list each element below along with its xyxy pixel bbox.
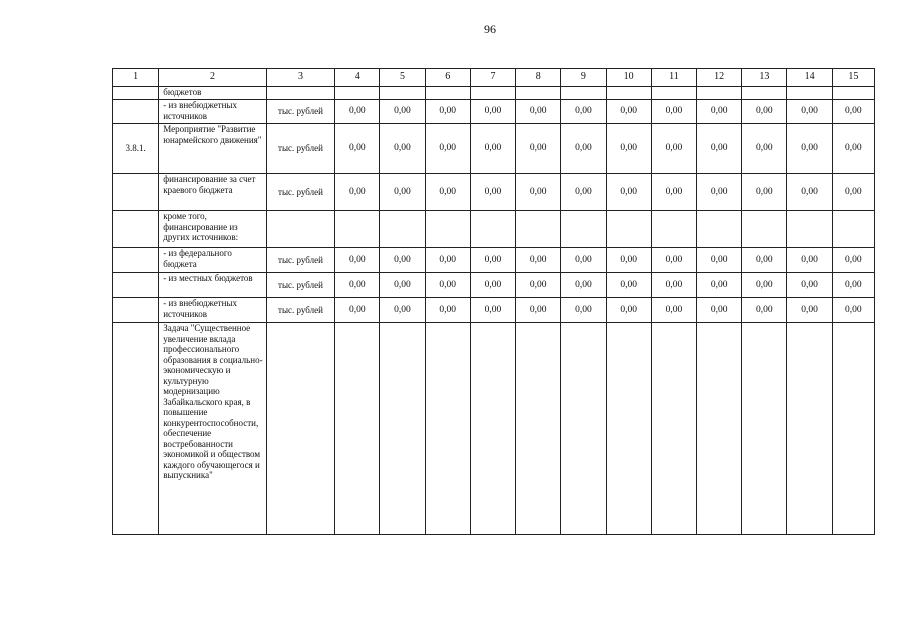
- value-cell: 0,00: [787, 174, 832, 211]
- row-description: Задача "Существенное увеличение вклада профессионального образования в социально-экономическую и культурную модернизацию Забайкальского края, в повышение конкурентоспособности, обеспечение востребованности экономикой и обществом каждого обучающегося и выпускника": [159, 323, 267, 535]
- value-cell: 0,00: [787, 100, 832, 124]
- column-header-6: 6: [425, 69, 470, 87]
- value-cell: 0,00: [516, 100, 561, 124]
- value-cell: [742, 211, 787, 248]
- value-cell: 0,00: [470, 273, 515, 298]
- value-cell: 0,00: [516, 174, 561, 211]
- value-cell: 0,00: [832, 298, 874, 323]
- table-row: [113, 100, 875, 124]
- value-cell: 0,00: [380, 100, 425, 124]
- value-cell: [561, 211, 606, 248]
- value-cell: 0,00: [425, 298, 470, 323]
- value-cell: 0,00: [651, 124, 696, 174]
- value-cell: 0,00: [425, 273, 470, 298]
- row-description: - из внебюджетных источников: [159, 100, 267, 124]
- value-cell: 0,00: [561, 298, 606, 323]
- value-cell: 0,00: [516, 248, 561, 273]
- table-row: [113, 248, 875, 273]
- table-row: [113, 87, 875, 100]
- column-header-15: 15: [832, 69, 874, 87]
- value-cell: 0,00: [832, 248, 874, 273]
- value-cell: [787, 211, 832, 248]
- value-cell: 0,00: [425, 174, 470, 211]
- value-cell: [561, 323, 606, 535]
- value-cell: 0,00: [470, 248, 515, 273]
- value-cell: 0,00: [651, 273, 696, 298]
- column-header-7: 7: [470, 69, 515, 87]
- value-cell: 0,00: [516, 298, 561, 323]
- value-cell: 0,00: [470, 100, 515, 124]
- value-cell: 0,00: [606, 273, 651, 298]
- column-header-10: 10: [606, 69, 651, 87]
- row-code: [113, 298, 159, 323]
- value-cell: 0,00: [697, 100, 742, 124]
- value-cell: [697, 323, 742, 535]
- value-cell: 0,00: [561, 100, 606, 124]
- column-header-14: 14: [787, 69, 832, 87]
- value-cell: 0,00: [606, 100, 651, 124]
- row-code: [113, 323, 159, 535]
- value-cell: [787, 87, 832, 100]
- table-row: [113, 174, 875, 211]
- value-cell: 0,00: [561, 124, 606, 174]
- value-cell: 0,00: [470, 298, 515, 323]
- value-cell: 0,00: [561, 273, 606, 298]
- row-unit: [266, 87, 334, 100]
- row-unit: [266, 211, 334, 248]
- value-cell: 0,00: [742, 124, 787, 174]
- value-cell: 0,00: [697, 273, 742, 298]
- value-cell: 0,00: [425, 124, 470, 174]
- value-cell: 0,00: [742, 298, 787, 323]
- value-cell: [380, 211, 425, 248]
- value-cell: [335, 323, 380, 535]
- value-cell: 0,00: [832, 124, 874, 174]
- value-cell: [787, 323, 832, 535]
- page-number: 96: [484, 22, 496, 36]
- column-header-3: 3: [266, 69, 334, 87]
- column-header-5: 5: [380, 69, 425, 87]
- row-description: финансирование за счет краевого бюджета: [159, 174, 267, 211]
- value-cell: [516, 211, 561, 248]
- value-cell: 0,00: [697, 124, 742, 174]
- value-cell: 0,00: [470, 174, 515, 211]
- value-cell: [516, 87, 561, 100]
- value-cell: 0,00: [606, 248, 651, 273]
- value-cell: [380, 87, 425, 100]
- value-cell: 0,00: [380, 248, 425, 273]
- value-cell: [606, 87, 651, 100]
- column-header-11: 11: [651, 69, 696, 87]
- row-unit: тыс. рублей: [266, 273, 334, 298]
- table-row: [113, 273, 875, 298]
- value-cell: [335, 87, 380, 100]
- value-cell: 0,00: [606, 174, 651, 211]
- column-header-1: 1: [113, 69, 159, 87]
- value-cell: [832, 211, 874, 248]
- column-header-4: 4: [335, 69, 380, 87]
- table-row: [113, 298, 875, 323]
- row-description: - из местных бюджетов: [159, 273, 267, 298]
- value-cell: [651, 211, 696, 248]
- value-cell: 0,00: [742, 100, 787, 124]
- value-cell: 0,00: [742, 174, 787, 211]
- value-cell: 0,00: [335, 298, 380, 323]
- value-cell: [561, 87, 606, 100]
- row-code: [113, 174, 159, 211]
- value-cell: 0,00: [516, 273, 561, 298]
- row-description: кроме того, финансирование из других источников:: [159, 211, 267, 248]
- row-code: 3.8.1.: [113, 124, 159, 174]
- table-row: [113, 323, 875, 535]
- value-cell: [742, 323, 787, 535]
- value-cell: 0,00: [742, 248, 787, 273]
- value-cell: [742, 87, 787, 100]
- row-description: Мероприятие "Развитие юнармейского движения": [159, 124, 267, 174]
- row-code: [113, 100, 159, 124]
- table-header-row: [113, 69, 875, 87]
- value-cell: [651, 87, 696, 100]
- row-description: - из внебюджетных источников: [159, 298, 267, 323]
- value-cell: [832, 323, 874, 535]
- value-cell: [697, 87, 742, 100]
- value-cell: [470, 211, 515, 248]
- value-cell: [651, 323, 696, 535]
- value-cell: 0,00: [380, 298, 425, 323]
- value-cell: [606, 323, 651, 535]
- row-unit: тыс. рублей: [266, 248, 334, 273]
- value-cell: 0,00: [335, 248, 380, 273]
- row-code: [113, 248, 159, 273]
- value-cell: [606, 211, 651, 248]
- value-cell: 0,00: [425, 248, 470, 273]
- row-description: бюджетов: [159, 87, 267, 100]
- value-cell: 0,00: [561, 248, 606, 273]
- row-description: - из федерального бюджета: [159, 248, 267, 273]
- column-header-13: 13: [742, 69, 787, 87]
- row-code: [113, 211, 159, 248]
- row-unit: тыс. рублей: [266, 124, 334, 174]
- value-cell: 0,00: [470, 124, 515, 174]
- value-cell: 0,00: [335, 100, 380, 124]
- row-unit: тыс. рублей: [266, 100, 334, 124]
- column-header-2: 2: [159, 69, 267, 87]
- value-cell: 0,00: [697, 298, 742, 323]
- value-cell: [380, 323, 425, 535]
- table-row: [113, 211, 875, 248]
- value-cell: 0,00: [651, 100, 696, 124]
- value-cell: 0,00: [335, 174, 380, 211]
- value-cell: [697, 211, 742, 248]
- value-cell: 0,00: [606, 298, 651, 323]
- value-cell: [832, 87, 874, 100]
- value-cell: [425, 87, 470, 100]
- value-cell: 0,00: [606, 124, 651, 174]
- value-cell: [516, 323, 561, 535]
- value-cell: 0,00: [651, 248, 696, 273]
- value-cell: 0,00: [335, 273, 380, 298]
- value-cell: 0,00: [787, 248, 832, 273]
- column-header-8: 8: [516, 69, 561, 87]
- value-cell: 0,00: [832, 273, 874, 298]
- value-cell: 0,00: [742, 273, 787, 298]
- row-unit: [266, 323, 334, 535]
- row-unit: тыс. рублей: [266, 174, 334, 211]
- table-row: [113, 124, 875, 174]
- value-cell: 0,00: [787, 273, 832, 298]
- value-cell: 0,00: [380, 124, 425, 174]
- value-cell: [470, 323, 515, 535]
- value-cell: 0,00: [380, 174, 425, 211]
- value-cell: 0,00: [787, 298, 832, 323]
- row-code: [113, 87, 159, 100]
- value-cell: 0,00: [380, 273, 425, 298]
- value-cell: 0,00: [651, 298, 696, 323]
- value-cell: 0,00: [787, 124, 832, 174]
- value-cell: 0,00: [832, 174, 874, 211]
- value-cell: 0,00: [697, 248, 742, 273]
- value-cell: [335, 211, 380, 248]
- value-cell: 0,00: [425, 100, 470, 124]
- budget-table: [112, 68, 875, 535]
- value-cell: [470, 87, 515, 100]
- value-cell: 0,00: [335, 124, 380, 174]
- column-header-9: 9: [561, 69, 606, 87]
- value-cell: 0,00: [561, 174, 606, 211]
- value-cell: [425, 211, 470, 248]
- value-cell: 0,00: [697, 174, 742, 211]
- value-cell: [425, 323, 470, 535]
- column-header-12: 12: [697, 69, 742, 87]
- row-unit: тыс. рублей: [266, 298, 334, 323]
- value-cell: 0,00: [832, 100, 874, 124]
- value-cell: 0,00: [516, 124, 561, 174]
- value-cell: 0,00: [651, 174, 696, 211]
- row-code: [113, 273, 159, 298]
